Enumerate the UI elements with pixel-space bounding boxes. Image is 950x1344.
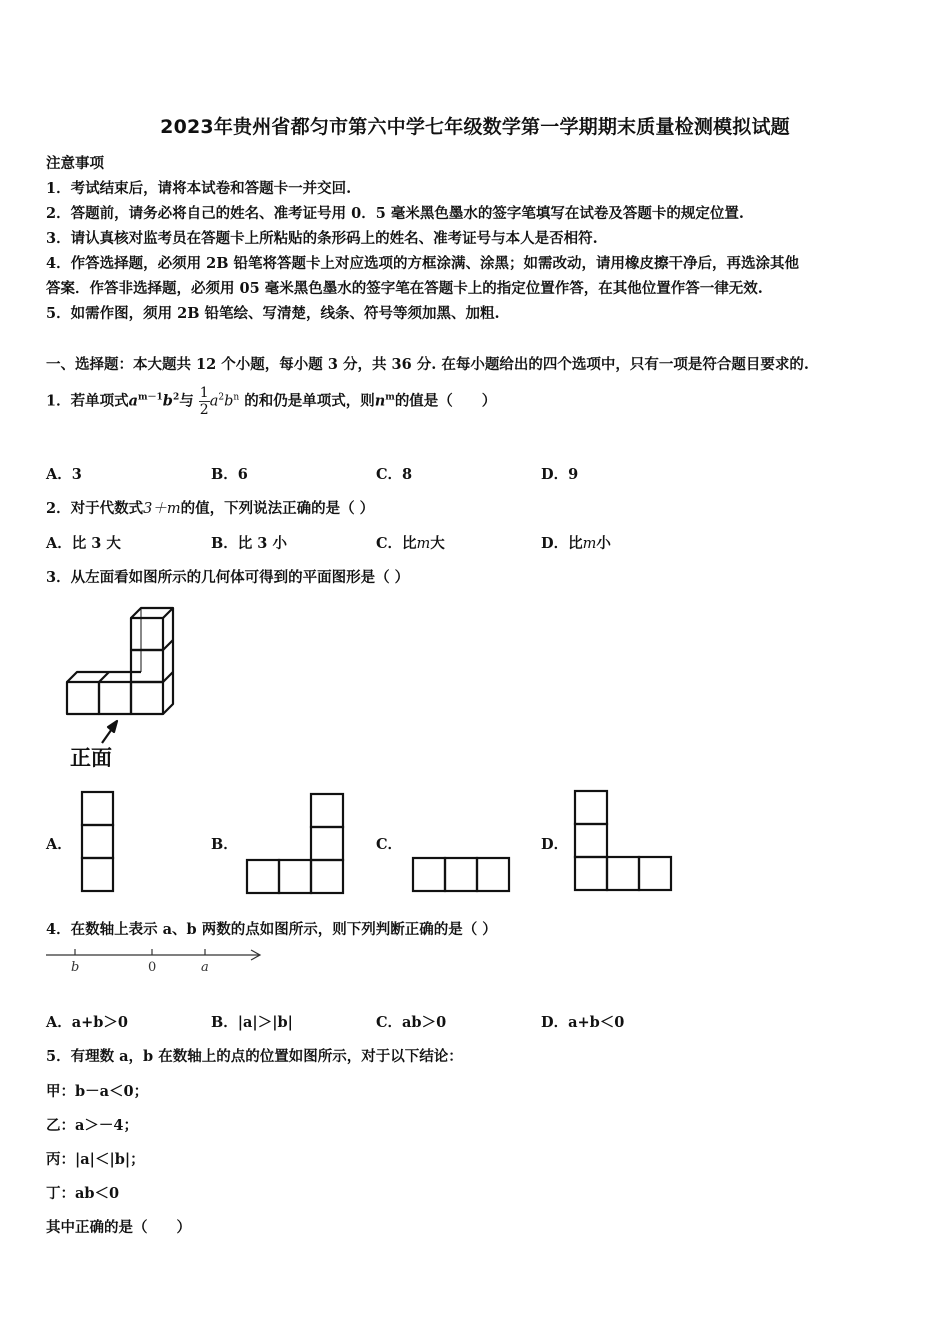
notice-item-2: 2．答题前，请务必将自己的姓名、准考证号用 0．5 毫米黑色墨水的签字笔填写在试卷及答题卡的规定位置. xyxy=(46,205,744,222)
notice-item-3: 3．请认真核对监考员在答题卡上所粘贴的条形码上的姓名、准考证号与本人是否相符. xyxy=(46,230,598,247)
q3-option-a-figure[interactable] xyxy=(80,790,116,894)
q3-option-b-figure[interactable] xyxy=(245,790,349,896)
q1-suffix: 的和仍是单项式，则 xyxy=(244,392,375,410)
q1-option-b[interactable]: B．6 xyxy=(211,466,248,483)
front-label: 正面 xyxy=(70,746,112,770)
q5-statement-bing: 丙：|a|＜|b|； xyxy=(46,1151,145,1168)
question-2 xyxy=(46,497,374,518)
q2-option-a[interactable]: A．比 3 大 xyxy=(46,535,121,552)
question-1 xyxy=(46,385,496,418)
q1-term2-b: b xyxy=(224,393,234,410)
q2-option-c[interactable] xyxy=(376,532,445,553)
notice-item-5: 5．如需作图，须用 2B 铅笔绘、写清楚，线条、符号等须加黑、加粗. xyxy=(46,305,500,322)
q2-option-d-pre: D．比 xyxy=(541,535,583,552)
q4-option-d[interactable]: D．a+b＜0 xyxy=(541,1014,625,1031)
notice-heading: 注意事项 xyxy=(46,155,104,172)
q1-end: 的值是（ ） xyxy=(394,392,497,410)
q4-option-c[interactable]: C．ab＞0 xyxy=(376,1014,447,1031)
q5-statement-jia: 甲：b－a＜0； xyxy=(46,1083,149,1100)
q2-option-c-pre: C．比 xyxy=(376,535,417,552)
q1-term1-a: a xyxy=(128,392,138,410)
q1-option-c[interactable]: C．8 xyxy=(376,466,413,483)
block-front-3 xyxy=(131,682,163,714)
q3-option-c-figure[interactable] xyxy=(411,855,513,895)
axis-label-b: b xyxy=(71,960,80,975)
block-front-2 xyxy=(99,682,131,714)
q1-n: n xyxy=(374,392,386,410)
question-3: 3．从左面看如图所示的几何体可得到的平面图形是（ ） xyxy=(46,569,410,586)
q1-n-exp: m xyxy=(385,392,395,403)
q2-option-c-var: m xyxy=(416,536,431,552)
q5-statement-yi: 乙：a＞－4； xyxy=(46,1117,138,1134)
q2-option-d[interactable] xyxy=(541,532,611,553)
block-front-4 xyxy=(131,650,163,682)
q1-fraction xyxy=(199,385,210,418)
question-5: 5．有理数 a，b 在数轴上的点的位置如图所示，对于以下结论： xyxy=(46,1048,463,1065)
q2-option-d-var: m xyxy=(582,536,597,552)
q1-term1-bexp: 2 xyxy=(172,392,180,403)
q3-option-b[interactable]: B． xyxy=(211,836,238,853)
q5-statement-ding: 丁：ab＜0 xyxy=(46,1185,120,1202)
q1-mid: 与 xyxy=(179,392,194,410)
q3-option-c[interactable]: C． xyxy=(376,836,403,853)
block-front-1 xyxy=(67,682,99,714)
notice-item-4-cont: 答案．作答非选择题，必须用 05 毫米黑色墨水的签字笔在答题卡上的指定位置作答，在其他位置作答一律无效. xyxy=(46,280,763,297)
q3-option-d[interactable]: D． xyxy=(541,836,569,853)
q2-option-c-post: 大 xyxy=(430,535,445,552)
q1-option-a[interactable]: A．3 xyxy=(46,466,82,483)
q2-suffix: 的值，下列说法正确的是（ ） xyxy=(180,500,375,517)
q3-solid-figure xyxy=(40,595,200,775)
q2-option-b[interactable]: B．比 3 小 xyxy=(211,535,287,552)
notice-item-1: 1．考试结束后，请将本试卷和答题卡一并交回. xyxy=(46,180,352,197)
notice-item-4: 4．作答选择题，必须用 2B 铅笔将答题卡上对应选项的方框涂满、涂黑；如需改动，请用橡皮擦干净后，再选涂其他 xyxy=(46,255,800,272)
q1-term2-a: a xyxy=(209,393,219,410)
q2-expr: 3＋m xyxy=(143,501,181,517)
axis-label-a: a xyxy=(201,960,209,975)
q1-option-d[interactable]: D．9 xyxy=(541,466,579,483)
block-front-5 xyxy=(131,618,163,650)
q1-frac-den: 2 xyxy=(199,402,209,418)
page-title: 2023年贵州省都匀市第六中学七年级数学第一学期期末质量检测模拟试题 xyxy=(160,116,790,138)
q3-option-d-figure[interactable] xyxy=(572,786,676,896)
q4-option-a[interactable]: A．a+b＞0 xyxy=(46,1014,129,1031)
axis-label-0: 0 xyxy=(148,960,157,975)
q1-term1-b: b xyxy=(162,392,173,410)
q1-term2-bexp: n xyxy=(233,392,240,403)
q1-term1-exp: m－1 xyxy=(138,392,163,403)
q3-option-a[interactable]: A． xyxy=(46,836,72,853)
q1-frac-num: 1 xyxy=(199,385,209,401)
q2-prefix: 2．对于代数式 xyxy=(46,500,144,517)
q5-question: 其中正确的是（ ） xyxy=(46,1219,191,1236)
q4-number-line xyxy=(44,944,269,978)
q2-option-d-post: 小 xyxy=(596,535,611,552)
q4-option-b[interactable]: B．|a|＞|b| xyxy=(211,1014,293,1031)
section-heading: 一、选择题：本大题共 12 个小题，每小题 3 分，共 36 分. 在每小题给出的四个选项中，只有一项是符合题目要求的. xyxy=(46,356,809,373)
question-4: 4．在数轴上表示 a、b 两数的点如图所示，则下列判断正确的是（ ） xyxy=(46,921,497,938)
q1-prefix: 1．若单项式 xyxy=(46,392,129,410)
q1-term2-aexp: 2 xyxy=(218,392,225,403)
